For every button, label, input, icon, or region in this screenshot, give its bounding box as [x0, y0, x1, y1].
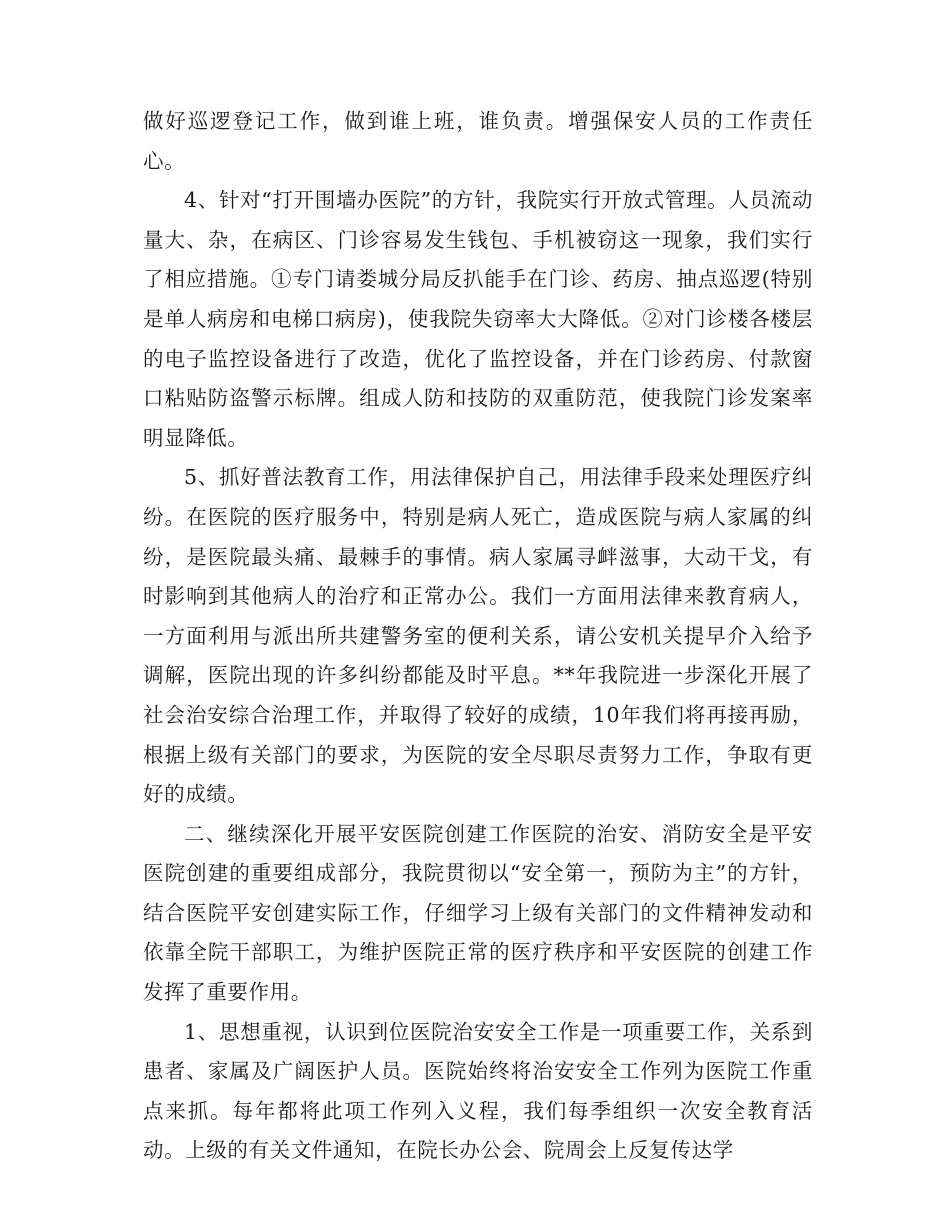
- paragraph-item-5: 5、抓好普法教育工作，用法律保护自己，用法律手段来处理医疗纠纷。在医院的医疗服务中，特别是病人死亡，造成医院与病人家属的纠纷，是医院最头痛、最棘手的事情。病人家属寻衅滋事，大动干戈，有时影响到其他病人的治疗和正常办公。我们一方面用法律来教育病人，一方面利用与派出所共建警务室的便利关系，请公安机关提早介入给予调解，医院出现的许多纠纷都能及时平息。**年我院进一步深化开展了社会治安综合治理工作，并取得了较好的成绩，10年我们将再接再励，根据上级有关部门的要求，为医院的安全尽职尽责努力工作，争取有更好的成绩。: [143, 465, 813, 807]
- paragraph-item-4: 4、针对“打开围墙办医院”的方针，我院实行开放式管理。人员流动量大、杂，在病区、门诊容易发生钱包、手机被窃这一现象，我们实行了相应措施。①专门请娄城分局反扒能手在门诊、药房、抽点巡逻(特别是单人病房和电梯口病房)，使我院失窃率大大降低。②对门诊楼各楼层的电子监控设备进行了改造，优化了监控设备，并在门诊药房、付款窗口粘贴防盗警示标牌。组成人防和技防的双重防范，使我院门诊发案率明显降低。: [143, 188, 813, 450]
- paragraph-continuation: 做好巡逻登记工作，做到谁上班，谁负责。增强保安人员的工作责任心。: [143, 109, 813, 173]
- document-body: [143, 102, 813, 1171]
- paragraph-item-1: 1、思想重视，认识到位医院治安安全工作是一项重要工作，关系到患者、家属及广阔医护人员。医院始终将治安安全工作列为医院工作重点来抓。每年都将此项工作列入义程，我们每季组织一次安全教育活动。上级的有关文件通知，在院长办公会、院周会上反复传达学: [143, 1019, 813, 1163]
- paragraph-section-two: 二、继续深化开展平安医院创建工作医院的治安、消防安全是平安医院创建的重要组成部分，我院贯彻以“安全第一，预防为主”的方针，结合医院平安创建实际工作，仔细学习上级有关部门的文件精神发动和依靠全院干部职工，为维护医院正常的医疗秩序和平安医院的创建工作发挥了重要作用。: [143, 821, 813, 1005]
